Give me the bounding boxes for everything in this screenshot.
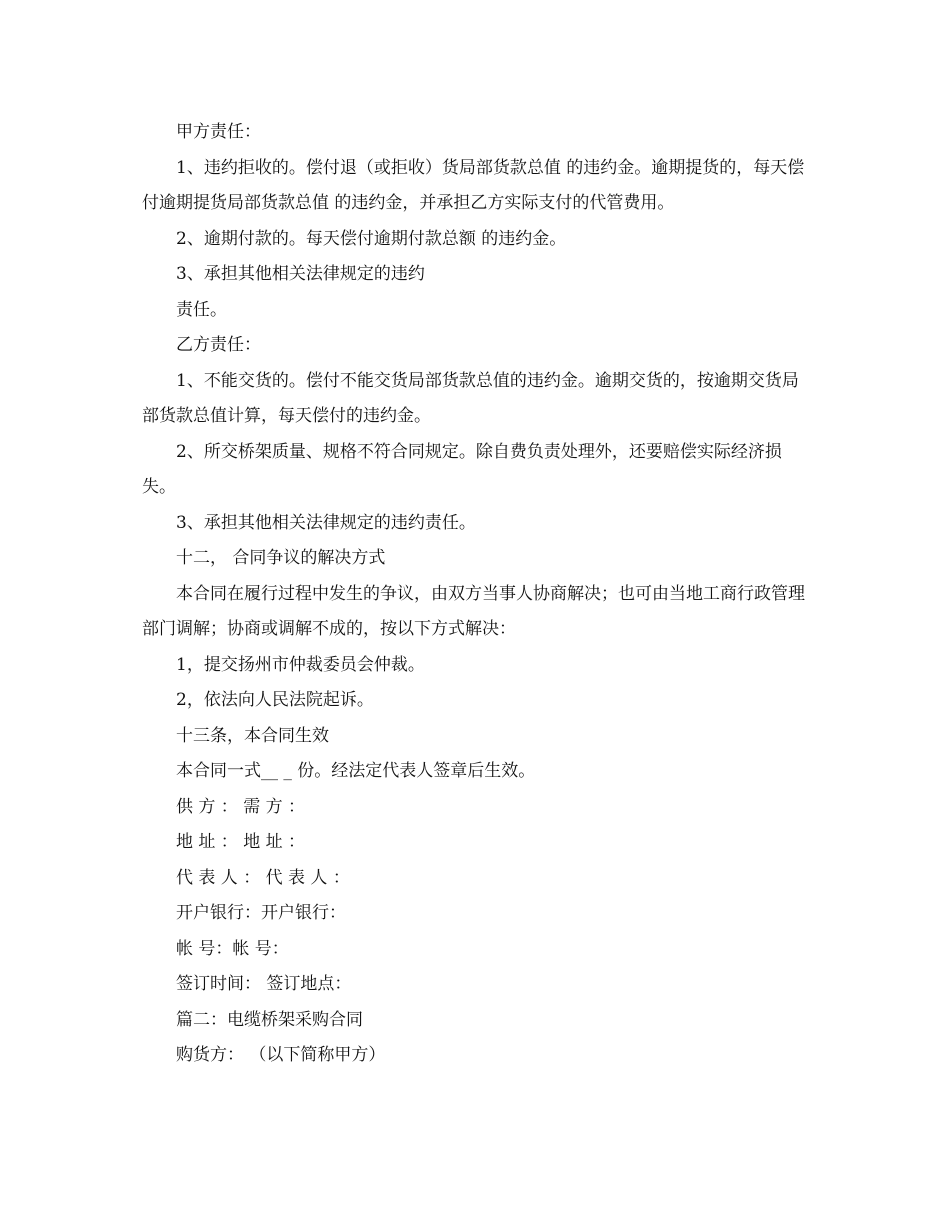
chapter-2-title: 篇二：电缆桥架采购合同: [176, 1009, 363, 1030]
heading-party-a-liability: 甲方责任：: [176, 122, 261, 142]
clause-a-1: 1、违约拒收的。偿付退（或拒收）货局部货款总值 的违约金。逾期提货的，每天偿付逾期提货局部货款总值 的违约金，并承担乙方实际支付的代管费用。: [142, 157, 805, 213]
clause-b-2: 2、所交桥架质量、规格不符合同规定。除自费负责处理外，还要赔偿实际经济损失。: [142, 441, 782, 497]
clause-b-3: 3、承担其他相关法律规定的违约责任。: [176, 512, 476, 533]
signature-address: 地 址 ： 地 址 ：: [176, 832, 306, 852]
dispute-option-1: 1，提交扬州市仲裁委员会仲裁。: [176, 654, 425, 675]
clause-a-2: 2、逾期付款的。每天偿付逾期付款总额 的违约金。: [176, 228, 567, 249]
section-12-heading: 十二， 合同争议的解决方式: [176, 548, 386, 568]
document-body: [142, 115, 812, 1074]
signature-account: 帐 号：帐 号：: [176, 938, 289, 959]
signature-bank: 开户银行：开户银行：: [176, 903, 346, 923]
signature-representative: 代 表 人 ： 代 表 人 ：: [176, 867, 350, 888]
signature-supplier-buyer: 供 方 ： 需 方 ：: [176, 796, 306, 817]
clause-a-3-cont: 责任。: [176, 299, 227, 320]
signature-time-place: 签订时间： 签订地点：: [176, 974, 352, 994]
effectiveness-text: 本合同一式__ _ 份。经法定代表人签章后生效。: [176, 761, 536, 781]
clause-b-1: 1、不能交货的。偿付不能交货局部货款总值的违约金。逾期交货的，按逾期交货局部货款总值计算，每天偿付的违约金。: [142, 370, 799, 426]
dispute-resolution-text: 本合同在履行过程中发生的争议，由双方当事人协商解决；也可由当地工商行政管理部门调解；协商或调解不成的，按以下方式解决：: [142, 583, 805, 639]
clause-a-3: 3、承担其他相关法律规定的违约: [176, 264, 425, 284]
heading-party-b-liability: 乙方责任：: [176, 335, 261, 355]
dispute-option-2: 2，依法向人民法院起诉。: [176, 690, 374, 710]
section-13-heading: 十三条，本合同生效: [176, 725, 329, 746]
buyer-line: 购货方： （以下简称甲方）: [176, 1045, 386, 1065]
